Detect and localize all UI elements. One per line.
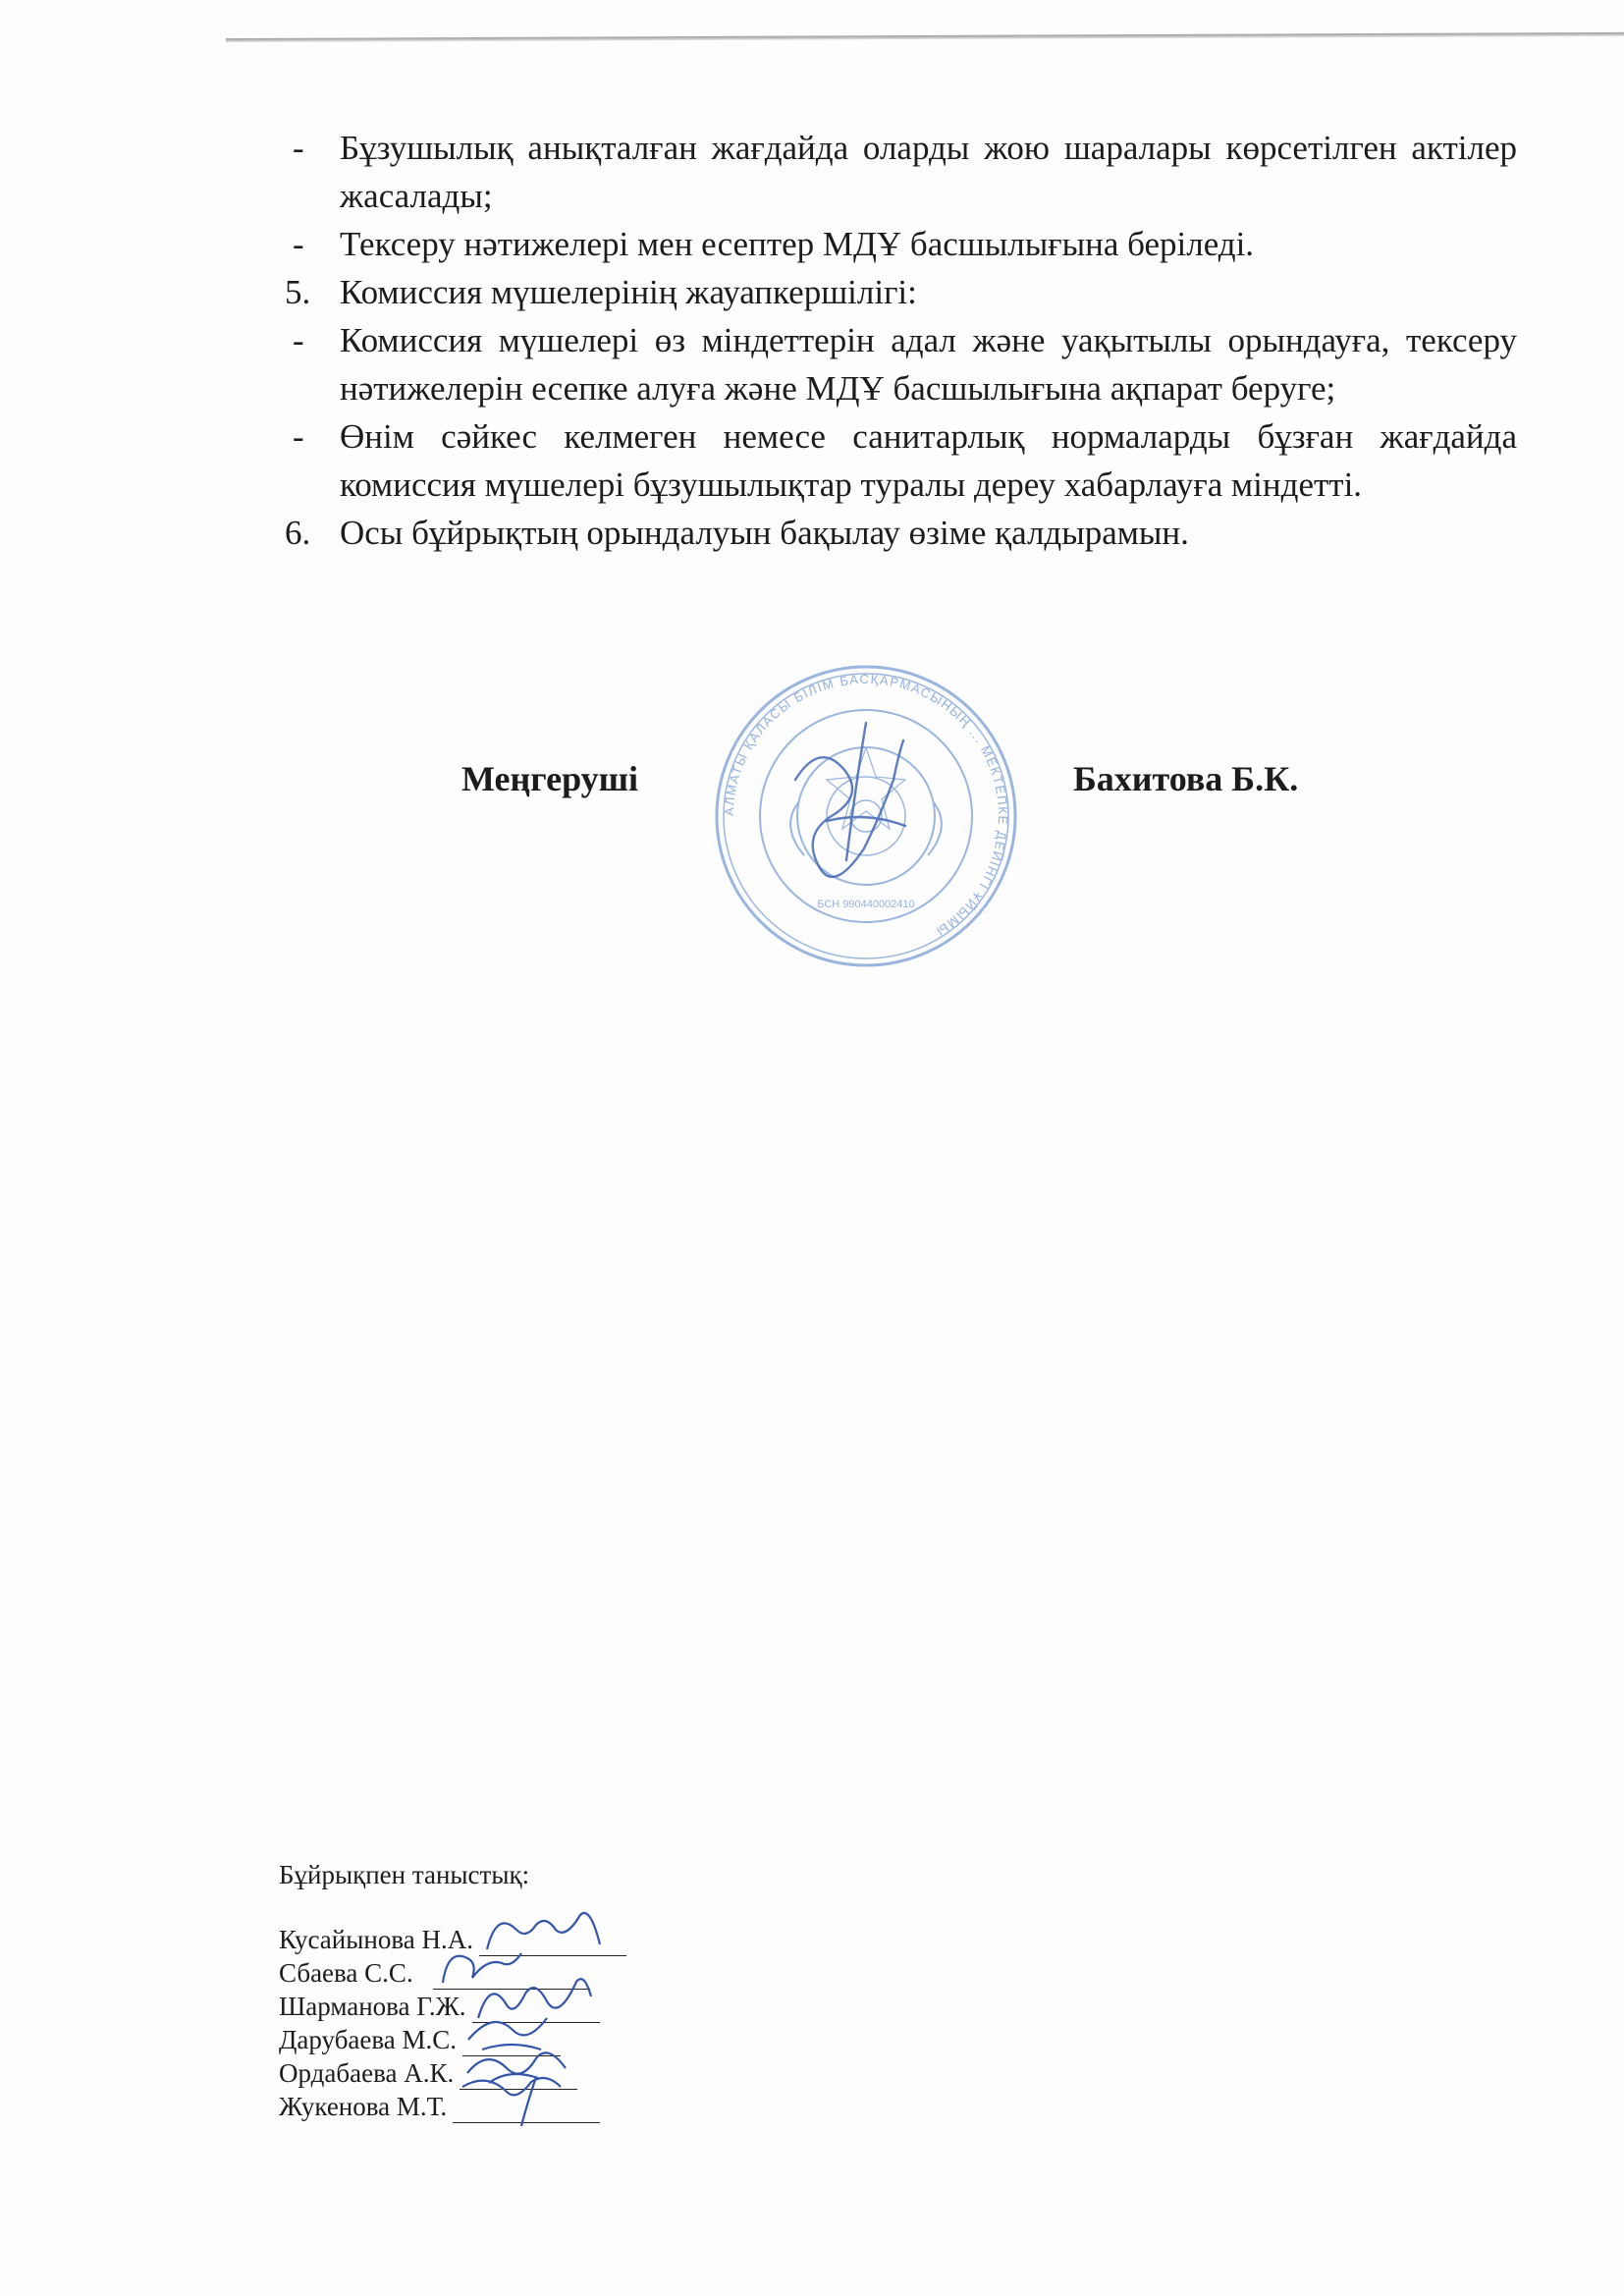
list-marker: 5.: [285, 273, 311, 311]
person-name: Ордабаева А.К.: [279, 2058, 455, 2088]
person-name: Жукенова М.Т.: [279, 2092, 448, 2121]
official-stamp: [709, 664, 1023, 968]
signature-name: Бахитова Б.К.: [1073, 759, 1299, 798]
person-name: Шарманова Г.Ж.: [279, 1992, 466, 2021]
list-marker: -: [293, 321, 304, 359]
list-item: [285, 412, 1517, 509]
person-name: Дарубаева М.С.: [279, 2025, 458, 2054]
list-item-text: Бұзушылық анықталған жағдайда оларды жою шаралары көрсетілген актілер жасалады;: [340, 129, 1517, 215]
person-name: Кусайынова Н.А.: [279, 1925, 473, 1954]
list-marker: -: [293, 129, 304, 167]
list-item: [285, 268, 1517, 316]
signature-line: [453, 2099, 600, 2123]
list-item: [279, 1990, 626, 2023]
list-marker: -: [293, 225, 304, 263]
person-name: Сбаева С.С.: [279, 1958, 413, 1988]
list-item-text: Тексеру нәтижелері мен есептер МДҰ басшылығына беріледі.: [340, 225, 1255, 263]
acknowledgement-block: [279, 1858, 626, 2123]
list-item: [285, 220, 1517, 268]
handwritten-signature: [453, 2067, 600, 2126]
list-item: [285, 124, 1517, 220]
list-item-text: Комиссия мүшелерінің жауапкершілігі:: [340, 273, 917, 311]
list-marker: -: [293, 417, 304, 456]
list-item: [285, 316, 1517, 412]
director-signature: [795, 723, 905, 877]
list-item-text: Өнім сәйкес келмеген немесе санитарлық нормаларды бұзған жағдайда комиссия мүшелері бұзушылықтар туралы дереу хабарлауға міндетті.: [340, 417, 1517, 504]
signature-position: Меңгеруші: [461, 759, 639, 798]
list-item: [279, 2090, 626, 2123]
list-item-text: Комиссия мүшелері өз міндеттерін адал және уақытылы орындауға, тексеру нәтижелерін есепке алуға және МДҰ басшылығына ақпарат беруге;: [340, 321, 1517, 408]
stamp-outer-text: АЛМАТЫ ҚАЛАСЫ БІЛІМ БАСҚАРМАСЫНЫҢ ... МЕКТЕПКЕ ДЕЙІНГІ ҰЙЫМЫ: [721, 671, 1011, 940]
list-item-text: Осы бұйрықтың орындалуын бақылау өзіме қалдырамын.: [340, 514, 1189, 552]
order-body: [285, 124, 1517, 557]
scan-top-edge: [226, 32, 1624, 42]
stamp-bin-text: БСН 990440002410: [817, 899, 915, 910]
list-item: [285, 509, 1517, 557]
list-marker: 6.: [285, 514, 311, 552]
acknowledgement-title: Бұйрықпен таныстық:: [279, 1860, 530, 1889]
stamp-outer-ring: [717, 667, 1015, 965]
